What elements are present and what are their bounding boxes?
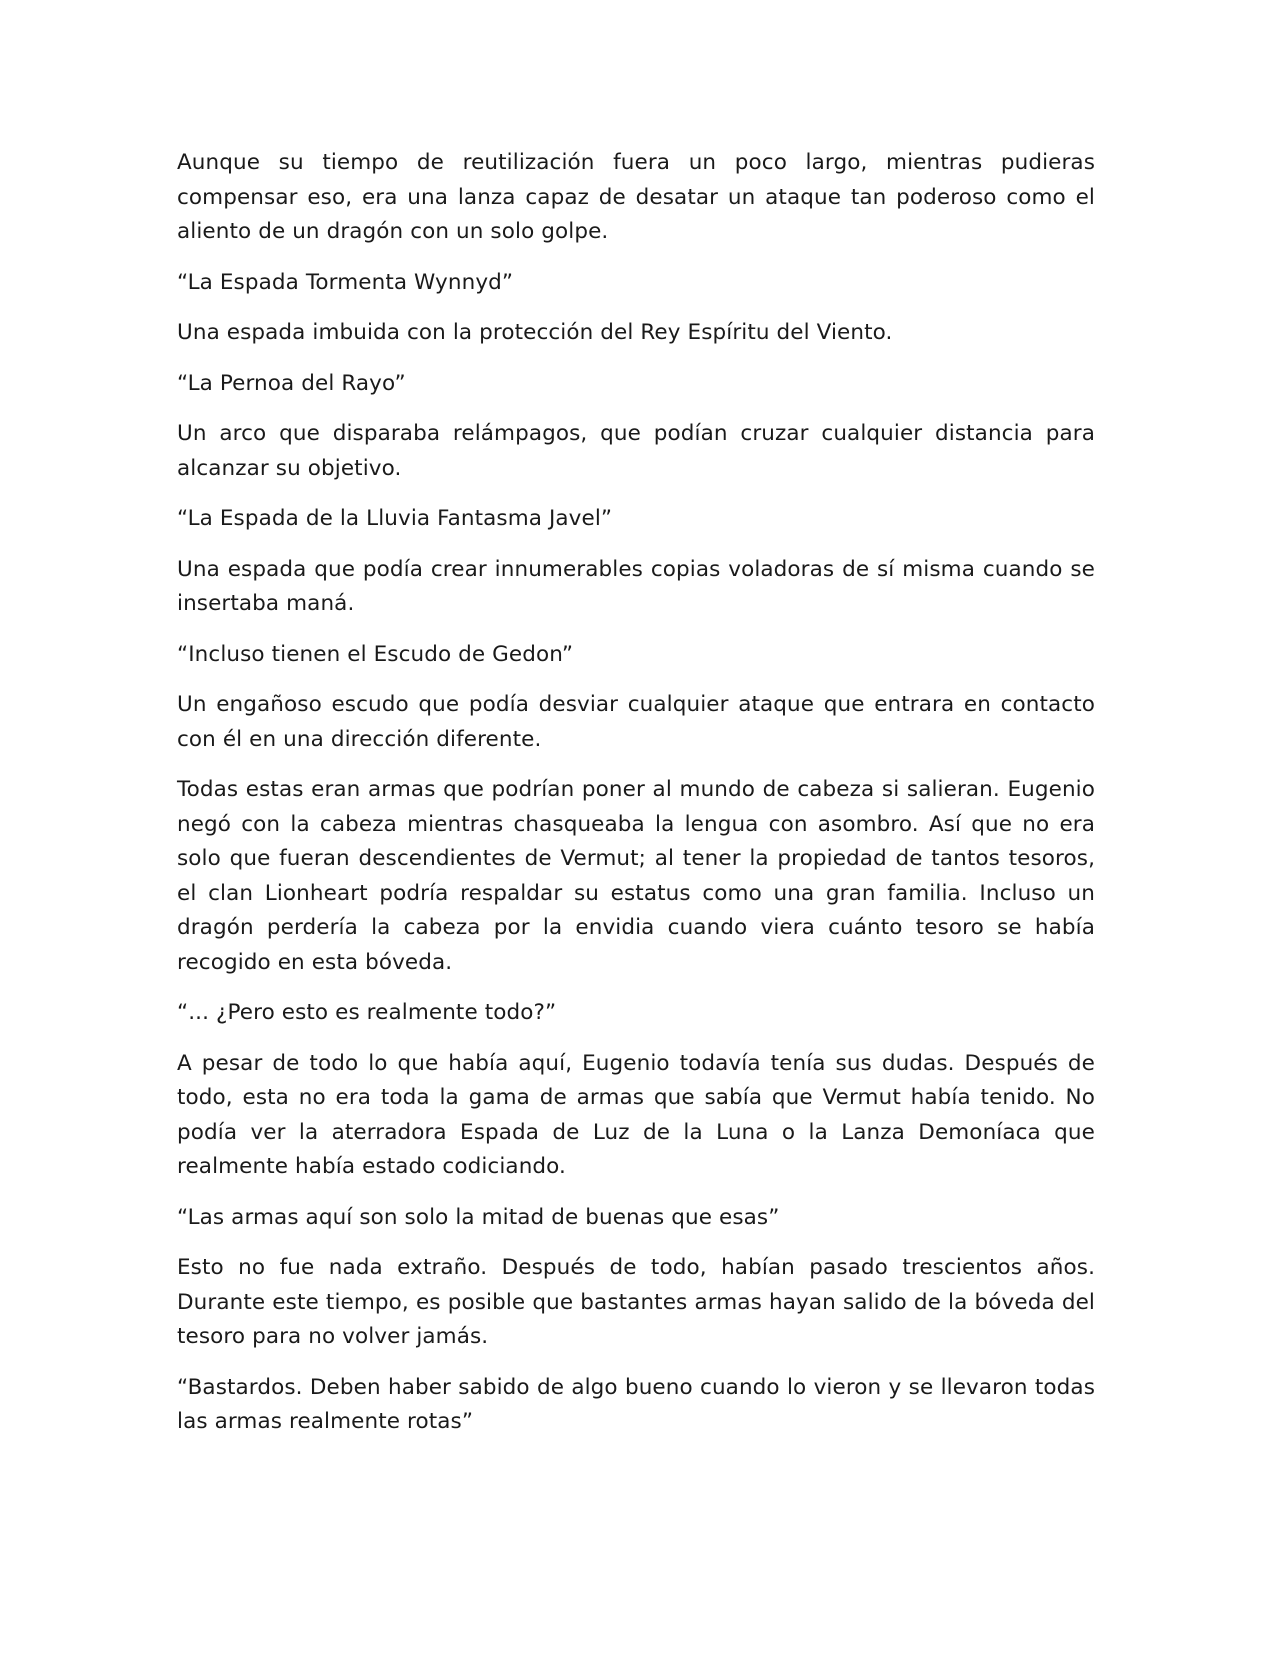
paragraph-8: “Incluso tienen el Escudo de Gedon”	[177, 641, 574, 667]
paragraph-10: Todas estas eran armas que podrían poner al mundo de cabeza si salieran. Eugenio negó con la cabeza mientras chasqueaba la lengua con asombro. Así que no era solo que fueran descendientes de Vermut; al tener la propiedad de tantos tesoros, el clan Lionheart podría respaldar su estatus como una gran familia. Incluso un dragón perdería la cabeza por la envidia cuando viera cuánto tesoro se había recogido en esta bóveda.	[177, 777, 1095, 975]
text-body	[177, 146, 1095, 1456]
paragraph-7: Una espada que podía crear innumerables copias voladoras de sí misma cuando se insertaba maná.	[177, 556, 1095, 616]
paragraph-2: “La Espada Tormenta Wynnyd”	[177, 269, 514, 295]
paragraph-13: “Las armas aquí son solo la mitad de buenas que esas”	[177, 1204, 780, 1230]
paragraph-3: Una espada imbuida con la protección del Rey Espíritu del Viento.	[177, 320, 893, 345]
paragraph-6: “La Espada de la Lluvia Fantasma Javel”	[177, 506, 613, 531]
paragraph-9: Un engañoso escudo que podía desviar cualquier ataque que entrara en contacto con él en una dirección diferente.	[177, 692, 1095, 752]
paragraph-15: “Bastardos. Deben haber sabido de algo bueno cuando lo vieron y se llevaron todas las armas realmente rotas”	[177, 1374, 1095, 1434]
paragraph-14: Esto no fue nada extraño. Después de todo, habían pasado trescientos años. Durante este tiempo, es posible que bastantes armas hayan salido de la bóveda del tesoro para no volver jamás.	[177, 1255, 1095, 1349]
paragraph-4: “La Pernoa del Rayo”	[177, 370, 406, 396]
paragraph-1: Aunque su tiempo de reutilización fuera un poco largo, mientras pudieras compensar eso, era una lanza capaz de desatar un ataque tan poderoso como el aliento de un dragón con un solo golpe.	[177, 150, 1095, 244]
paragraph-5: Un arco que disparaba relámpagos, que podían cruzar cualquier distancia para alcanzar su objetivo.	[177, 421, 1095, 481]
paragraph-11: “... ¿Pero esto es realmente todo?”	[177, 1000, 557, 1025]
paragraph-12: A pesar de todo lo que había aquí, Eugenio todavía tenía sus dudas. Después de todo, esta no era toda la gama de armas que sabía que Vermut había tenido. No podía ver la aterradora Espada de Luz de la Luna o la Lanza Demoníaca que realmente había estado codiciando.	[177, 1050, 1095, 1179]
